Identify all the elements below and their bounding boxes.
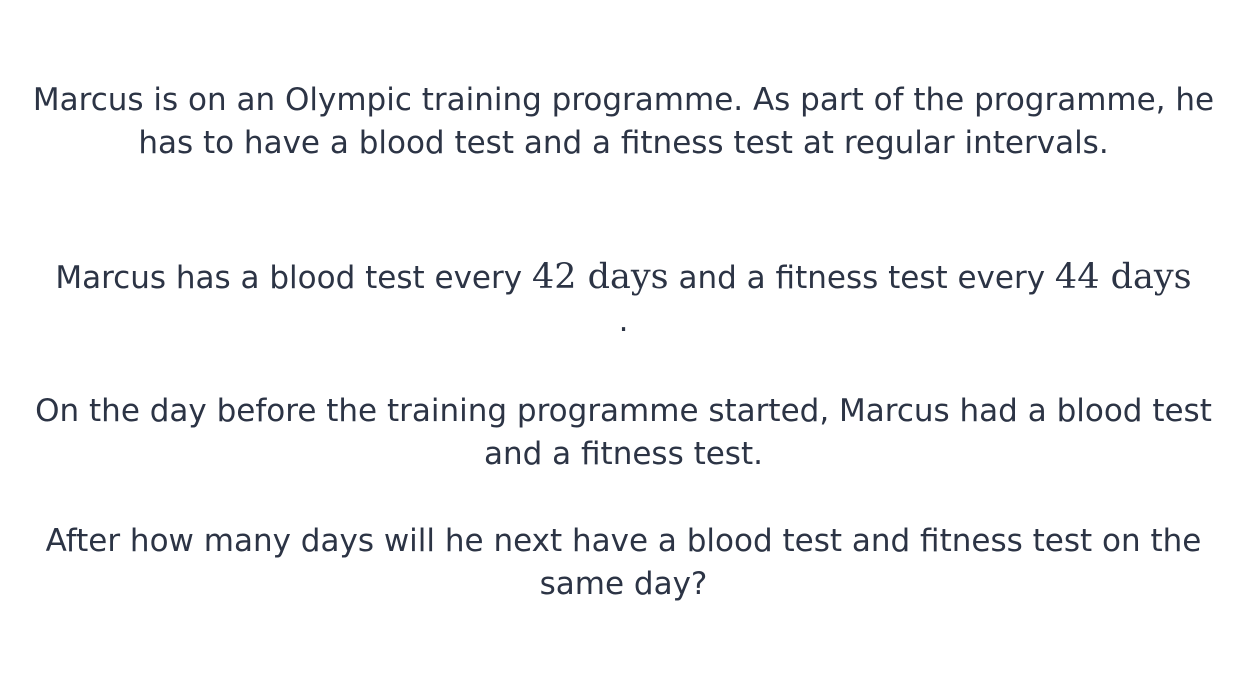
fitness-test-interval <box>1055 257 1192 297</box>
question-start-condition: On the day before the training programme started, Marcus had a blood test and a fitness test. <box>35 393 1212 472</box>
blood-interval-value: 42 <box>531 257 577 297</box>
question-intervals <box>10 256 1237 343</box>
fitness-interval-value: 44 <box>1054 257 1100 297</box>
intervals-text-a: Marcus has a blood test every <box>55 260 532 296</box>
intervals-period: . <box>618 303 629 339</box>
intervals-text-b: and a fitness test every <box>668 260 1055 296</box>
question-prompt: After how many days will he next have a blood test and fitness test on the same day? <box>45 523 1202 602</box>
question-intro: Marcus is on an Olympic training programme. As part of the programme, he has to have a blood test and a fitness test at regular intervals. <box>32 82 1215 161</box>
fitness-interval-unit: days <box>1110 257 1192 297</box>
blood-test-interval <box>532 257 669 297</box>
blood-interval-unit: days <box>587 257 669 297</box>
